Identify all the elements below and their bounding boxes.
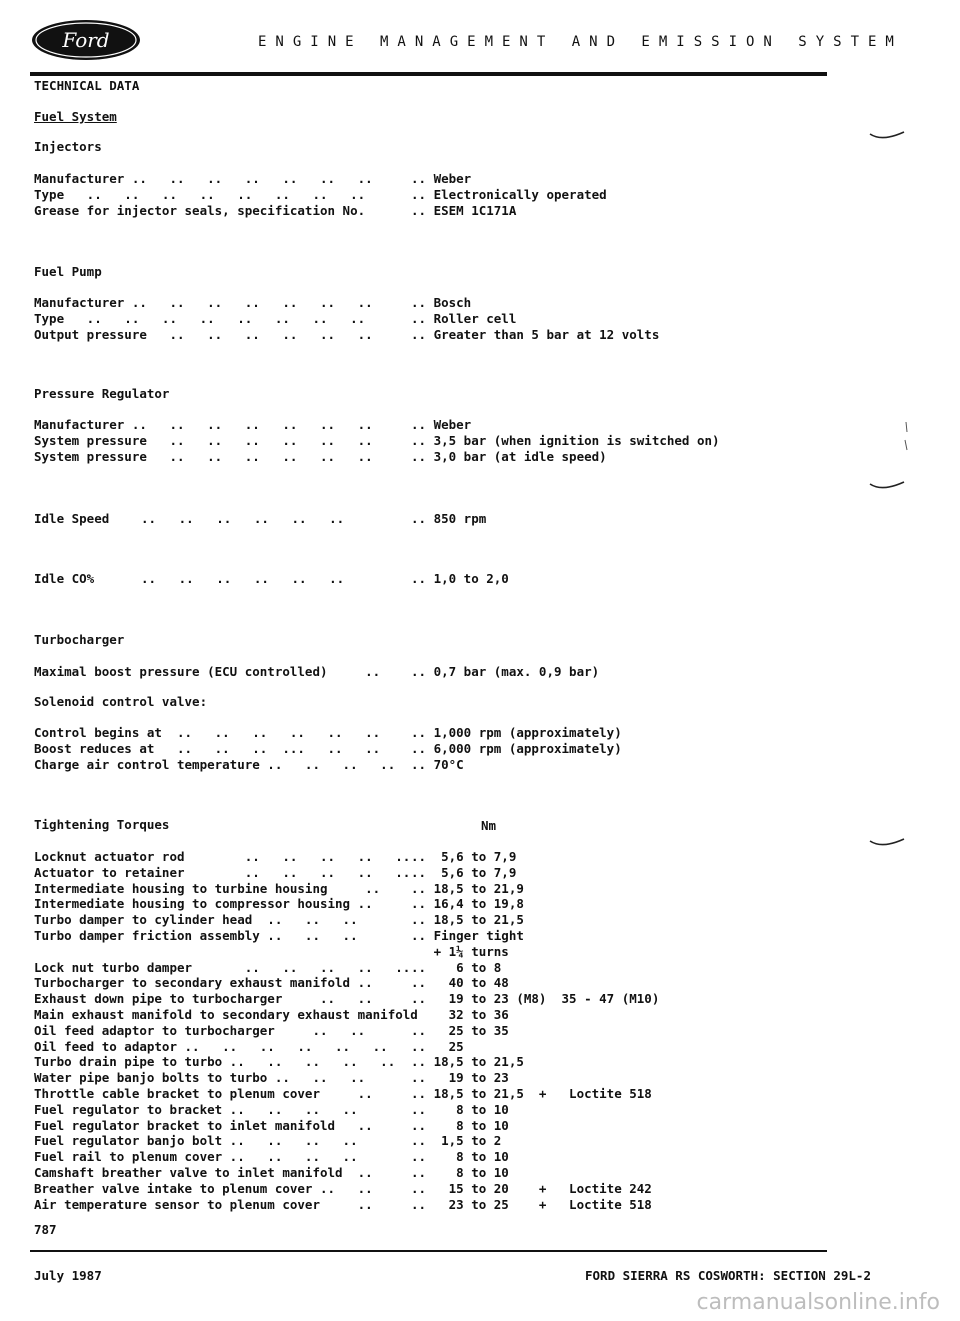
- table-row-value: .. Weber: [411, 417, 472, 432]
- table-row-label: Air temperature sensor to plenum cover ..: [34, 1196, 373, 1212]
- table-row-value: .. 6,000 rpm (approximately): [411, 741, 622, 756]
- table-row-value: .. 8 to 10: [411, 1149, 509, 1165]
- table-row-label: Intermediate housing to turbine housing ..: [34, 880, 381, 896]
- table-row-value: + 1¼ turns: [411, 943, 509, 959]
- injectors-title: Injectors: [34, 139, 102, 154]
- table-row-label: Lock nut turbo damper .. .. .. .. ..: [34, 959, 411, 975]
- table-row-label: Throttle cable bracket to plenum cover ..: [34, 1086, 373, 1101]
- ford-logo: [30, 18, 142, 62]
- table-row-value: .. 6 to 8: [411, 959, 502, 975]
- table-row-value: .. Electronically operated: [411, 187, 607, 202]
- table-row-label: Charge air control temperature .. .. .. ..: [34, 757, 396, 772]
- table-row-label: Fuel rail to plenum cover .. .. .. ..: [34, 1149, 358, 1165]
- turbocharger-title: Turbocharger: [34, 632, 125, 647]
- table-row-label: Water pipe banjo bolts to turbo .. .. ..: [34, 1070, 366, 1086]
- table-row-label: Output pressure .. .. .. .. .. ..: [34, 327, 373, 342]
- table-row-value: .. Bosch: [411, 295, 472, 310]
- tick-mark-icon: [868, 478, 908, 498]
- footer-date: July 1987: [34, 1268, 102, 1283]
- table-row-value: .. 18,5 to 21,5: [411, 1054, 524, 1070]
- table-row-value: .. 16,4 to 19,8: [411, 896, 524, 912]
- idle-co-value: .. 1,0 to 2,0: [411, 571, 509, 586]
- table-row-value: .. 40 to 48: [411, 975, 509, 991]
- torques-unit: Nm: [481, 818, 497, 833]
- table-row-value: .. 18,5 to 21,5: [411, 912, 524, 928]
- torques-title: Tightening Torques: [34, 817, 170, 832]
- table-row-label: Control begins at .. .. .. .. .. ..: [34, 725, 381, 740]
- idle-speed-value: .. 850 rpm: [411, 511, 487, 526]
- idle-co-label: Idle CO%: [34, 571, 95, 586]
- table-row-label: Main exhaust manifold to secondary exhaust manifold: [34, 1007, 418, 1022]
- table-row-value: .. 15 to 20 + Loctite 242: [411, 1180, 652, 1196]
- table-row-label: Boost reduces at .. .. .. ... .. ..: [34, 741, 381, 756]
- table-row-label: System pressure .. .. .. .. .. ..: [34, 433, 373, 448]
- fuel-pump-title: Fuel Pump: [34, 264, 102, 279]
- table-row-label: Grease for injector seals, specification No.: [34, 203, 366, 218]
- table-row-label: Manufacturer .. .. .. .. .. .. ..: [34, 171, 373, 186]
- ford-logo-text: Ford: [62, 28, 110, 52]
- table-row-label: Turbo drain pipe to turbo .. .. .. .. ..: [34, 1054, 396, 1070]
- pressure-regulator-title: Pressure Regulator: [34, 386, 170, 401]
- table-row-label: Turbo damper to cylinder head .. .. ..: [34, 912, 358, 928]
- fuel-system-title: Fuel System: [34, 109, 117, 124]
- table-row-label: Camshaft breather valve to inlet manifold ..: [34, 1165, 373, 1180]
- table-row-label: Type .. .. .. .. .. .. .. ..: [34, 311, 366, 326]
- idle-speed-dots: .. .. .. .. .. ..: [141, 511, 345, 526]
- table-row-label: Manufacturer .. .. .. .. .. .. ..: [34, 295, 373, 310]
- section-title: TECHNICAL DATA: [34, 78, 140, 93]
- table-row-label: Fuel regulator to bracket .. .. .. ..: [34, 1101, 358, 1117]
- max-boost-value: .. 0,7 bar (max. 0,9 bar): [411, 664, 600, 679]
- table-row-value: 32 to 36: [411, 1007, 509, 1022]
- table-row-value: .. 18,5 to 21,9: [411, 880, 524, 896]
- table-row-value: .. 1,5 to 2: [411, 1133, 502, 1149]
- table-row-label: Turbocharger to secondary exhaust manifold ..: [34, 975, 373, 991]
- table-row-value: .. 8 to 10: [411, 1101, 509, 1117]
- table-row-value: .. Finger tight: [411, 928, 524, 943]
- table-row-value: .. 18,5 to 21,5 + Loctite 518: [411, 1086, 652, 1101]
- tick-mark-icon: [868, 128, 908, 148]
- idle-co-dots: .. .. .. .. .. ..: [141, 571, 345, 586]
- table-row-label: Oil feed adaptor to turbocharger .. ..: [34, 1022, 366, 1038]
- margin-scribble-icon: [900, 420, 912, 460]
- table-row-value: .. 25: [411, 1038, 464, 1054]
- table-row-label: Exhaust down pipe to turbocharger .. ..: [34, 991, 373, 1007]
- table-row-value: .. Greater than 5 bar at 12 volts: [411, 327, 660, 342]
- solenoid-title: Solenoid control valve:: [34, 694, 208, 709]
- document-header-title: ENGINE MANAGEMENT AND EMISSION SYSTEM: [258, 34, 903, 50]
- table-row-label: Fuel regulator banjo bolt .. .. .. ..: [34, 1133, 358, 1149]
- idle-speed-label: Idle Speed: [34, 511, 110, 526]
- table-row-value: .. 19 to 23 (M8) 35 - 47 (M10): [411, 991, 660, 1007]
- table-row-value: .. 5,6 to 7,9: [411, 849, 517, 864]
- table-row-label: Fuel regulator bracket to inlet manifold ..: [34, 1117, 373, 1133]
- table-row-value: .. 23 to 25 + Loctite 518: [411, 1196, 652, 1212]
- table-row-value: .. 25 to 35: [411, 1022, 509, 1038]
- footer-title: FORD SIERRA RS COSWORTH: SECTION 29L-2: [585, 1268, 871, 1283]
- table-row-label: Breather valve intake to plenum cover .. ..: [34, 1180, 373, 1196]
- header-rule: [30, 72, 827, 76]
- table-row-value: .. 8 to 10: [411, 1117, 509, 1133]
- table-row-label: Actuator to retainer .. .. .. .. ..: [34, 864, 411, 880]
- table-row-value: .. 1,000 rpm (approximately): [411, 725, 622, 740]
- table-row-label: Oil feed to adaptor .. .. .. .. .. ..: [34, 1038, 388, 1054]
- table-row-value: .. ESEM 1C171A: [411, 203, 517, 218]
- table-row-value: .. 3,5 bar (when ignition is switched on): [411, 433, 720, 448]
- footer-rule: [30, 1250, 827, 1252]
- table-row-label: Turbo damper friction assembly .. .. ..: [34, 928, 358, 943]
- table-row-label: Manufacturer .. .. .. .. .. .. ..: [34, 417, 373, 432]
- table-row-value: .. 3,0 bar (at idle speed): [411, 449, 607, 464]
- table-row-value: .. 19 to 23: [411, 1070, 509, 1086]
- watermark: carmanualsonline.info: [696, 1290, 940, 1315]
- tick-mark-icon: [868, 835, 908, 855]
- table-row-label: Type .. .. .. .. .. .. .. ..: [34, 187, 366, 202]
- max-boost-label: Maximal boost pressure (ECU controlled) ..: [34, 664, 381, 679]
- table-row-value: .. 8 to 10: [411, 1165, 509, 1180]
- table-row-value: .. 70°C: [411, 757, 464, 772]
- table-row-label: Intermediate housing to compressor housing ..: [34, 896, 373, 912]
- table-row-value: .. 5,6 to 7,9: [411, 864, 517, 880]
- page-number: 787: [34, 1222, 57, 1237]
- table-row-label: Locknut actuator rod .. .. .. .. ..: [34, 849, 411, 864]
- table-row-value: .. Weber: [411, 171, 472, 186]
- table-row-label: System pressure .. .. .. .. .. ..: [34, 449, 373, 464]
- table-row-value: .. Roller cell: [411, 311, 517, 326]
